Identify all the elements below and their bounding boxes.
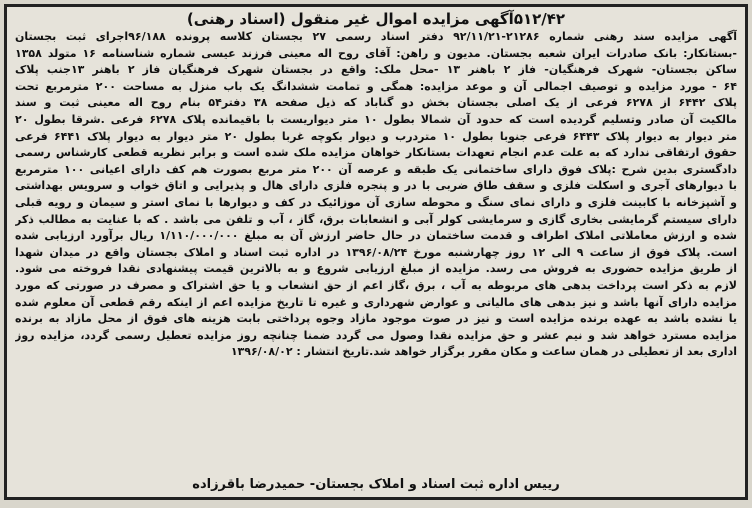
notice-line: با دیوارهای آجری و اسکلت فلزی و سقف طاق ضربی با در و پنجره فلزی دارای هال و پذیرایی و اتاق خواب و سرویس بهداشتی [15, 179, 737, 193]
notice-line: حقوق ارتفاقی ندارد که به علت عدم انجام تعهدات بستانکار خواهان مزایده ملک شده است و برابر نظریه قطعی کارشناس رسمی [15, 146, 737, 160]
notice-line: شده و ارزش معاملاتی املاک اطراف و قدمت ساختمان در حال حاضر ارزش آن به مبلغ ۱/۱۱۰/۰۰۰/۰۰۰ ریال برآورد ارزیابی شده [15, 229, 737, 243]
notice-line: و آشپزخانه با کابینت فلزی و دارای نمای سنگ و محوطه سازی آن موزائیک در کف و دیوارها با نمای استر و سیمان و رویه قبلی [15, 195, 737, 209]
notice-title: ۵۱۲/۴۲آگهی مزایده اموال غیر منقول (اسناد رهنی) [186, 10, 566, 28]
notice-line: یا نشده باشد به عهده برنده مزایده است و نیز در صوت موجود مازاد وجوه پرداختی بابت هزینه های فوق از محل مازاد به برنده [15, 312, 737, 326]
notice-line: از طریق مزایده حضوری به فروش می رسد. مزایده از مبلغ ارزیابی شروع و به بالاترین قیمت پیشنهادی نقدا فروخته می شود. [15, 262, 737, 276]
notice-line: ساکن بجستان- شهرک فرهنگیان- فاز ۲ باهنر ۱۳ -محل ملک: واقع در بجستان شهرک فرهنگیان فاز ۲ باهنر ۱۳جنب پلاک [15, 63, 737, 77]
notice-line: مالکیت آن صادر وتسلیم گردیده است که حدود آن شمالا بطول ۱۰ متر دیواریست با باقیمانده پلاک ۶۲۷۸ فرعی .شرقا بطول ۲۰ [15, 112, 737, 126]
notice-line: مزایده دارای آنها باشد و نیز بدهی های مالیاتی و عوارض شهرداری و غیره تا تاریخ مزایده اعم از اینکه رقم قطعی آن معلوم شده [15, 295, 737, 309]
notice-line: -بستانکار: بانک صادرات ایران شعبه بجستان. مدیون و راهن: آقای روح اله معینی فرزند عیسی شماره شناسنامه ۱۶ متولد ۱۳۵۸ [15, 46, 737, 60]
notice-line: پلاک ۶۴۴۲ از ۶۲۷۸ فرعی از یک اصلی بجستان بخش دو گناباد که ذیل صفحه ۳۸ دفتر۵۴ بنام روح اله معینی ثبت و سند [15, 96, 737, 110]
notice-line: است. پلاک فوق از ساعت ۹ الی ۱۲ روز چهارشنبه مورخ ۱۳۹۶/۰۸/۲۴ در اداره ثبت اسناد و املاک بجستان واقع در میدان شهدا [15, 245, 737, 259]
notice-line: دادگستری بدین شرح :پلاک فوق دارای ساختمانی یک طبقه و عرصه آن ۲۰۰ متر مربع بصورت هم کف دارای اعیانی ۱۰۰ مترمربع [15, 162, 737, 176]
notice-line: آگهی مزایده سند رهنی شماره ۲۱۲۸۶-۹۲/۱۱/۲۱ دفتر اسناد رسمی ۲۷ بجستان کلاسه پرونده ۹۶/۱۸۸اجرای ثبت بجستان [15, 30, 737, 43]
notice-line: لازم به ذکر است پرداخت بدهی های مربوطه به آب ، برق ،گاز اعم از حق انشعاب و یا حق اشتراک و مصرف در صورتی که مورد [15, 278, 737, 292]
notice-line: اداری بعد از تعطیلی در همان ساعت و مکان مقرر برگزار خواهد شد.تاریخ انتشار : ۱۳۹۶/۰۸/۰۲ [230, 345, 737, 359]
signature: رییس اداره ثبت اسناد و املاک بجستان- حمیدرضا باقرزاده [192, 477, 560, 492]
auction-notice [4, 4, 748, 500]
notice-line: متر دیوار به دیوار پلاک ۶۴۴۳ فرعی جنوبا بطول ۱۰ متردرب و دیوار بکوچه غربا بطول ۲۰ متر دیوار به دیوار پلاک ۶۴۴۱ فرعی [15, 129, 737, 143]
notice-line: ۶۴ - مورد مزایده و توصیف اجمالی آن و موعد مزایده: همگی و تمامت ششدانگ یک باب منزل به مساحت ۲۰۰ مترمربع تحت [15, 79, 737, 93]
notice-line: دارای سیستم گرمایشی بخاری گازی و سرمایشی کولر آبی و انشعابات برق، گاز ، آب و تلفن می باشد . که با عنایت به مطالب ذکر [15, 212, 737, 226]
notice-body [7, 29, 745, 361]
notice-line: مزایده مسترد خواهد شد و نیم عشر و حق مزایده نقدا وصول می گردد ضمنا چنانچه روز مزایده تعطیل رسمی گردد، مزایده روز [15, 328, 737, 342]
